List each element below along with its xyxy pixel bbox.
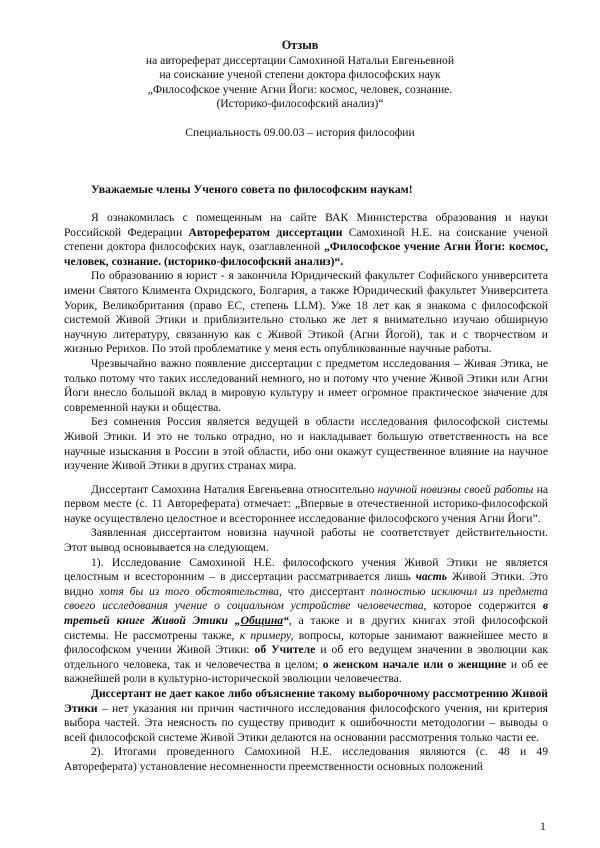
text-run: Самохиной Н.Е. на соискание ученой степени доктора философских наук, озаглавленной [64,225,548,254]
document-title: Отзыв [281,38,319,52]
bold-italic-run: в третьей книге Живой Этики „ [64,599,548,628]
specialty-line: Специальность 09.00.03 – история философии [185,126,415,139]
text-run: , что диссертант [278,584,371,598]
bold-run: об Учителе [254,643,316,657]
body-text [64,211,548,775]
text-run: Диссертант Самохина Наталия Евгеньевна относительно [91,482,378,496]
header-line-3: „Философское учение Агни Йоги: космос, человек, сознание. [147,82,453,96]
text-run: на первом месте (с. 11 Автореферата) отмечает: „Впервые в отечественной историко-философской науке осуществлено целостное и всестороннее исследование философского учения Агни Йоги”. [64,482,548,525]
paragraph-2: По образованию я юрист - я закончила Юридический факультет Софийского университета имени Святого Климента Охридского, Болгария, а также Юридический факультет Университета Уорик, Великобритания (право ЕС, степень LLM). Уже 18 лет как я знакома с философской системой Живой Этики и приблизительно столько же лет я внимательно изучаю обширную научную литературу, связанную как с Живой Этикой (Агни Йогой), так и с творчеством и жизнью Рерихов. По этой проблематике у меня есть опубликованные научные работы. [64,269,548,356]
text-run: 1). Исследование Самохиной Н.Е. философского учения Живой Этики не является целостным и всесторонним – в диссертации рассматривается лишь [64,555,548,584]
bold-run: Диссертант не дает какое либо объяснение такому выборочному рассмотрению Живой Этики [64,687,548,715]
salutation: Уважаемые члены Ученого совета по философским наукам! [91,182,413,196]
bold-italic-run: “ [283,614,289,628]
text-run: Живой Этики. Это видно [64,570,548,598]
bold-italic-run: часть [415,570,448,584]
italic-run: хотя бы из того обстоятельства [99,584,279,598]
bold-run: о женском начале или о женщине [322,657,507,671]
obshchina-book-title: Община [240,614,284,628]
document-header [0,38,600,112]
page-number: 1 [540,820,546,833]
bold-run: Авторефератом диссертации [188,225,343,239]
italic-run: полностью исключил из предмета своего исследования учение о социальном устройстве человечества [64,584,548,613]
paragraph-7 [64,556,548,687]
text-run: – нет указания ни причин частичного исследования философского учения, ни критерия выбора частей. Эта неясность по существу приводит к ошибочности методологии – выводы о всей философской системе Живой Этики делаются на основании рассмотрения только части ее. [64,701,548,744]
text-run: , а также и в других книгах этой философской системы. Не рассмотрены также, [64,614,548,642]
paragraph-3: Чрезвычайно важно появление диссертации с предметом исследования – Живая Этика, не только потому что таких исследований немного, но и потому что учение Живой Этики или Агни Йоги внесло большой вклад в мировую культуру и имеет огромное практическое значение для современной науки и общества. [64,356,548,414]
italic-run: научной новизны своей работы [377,482,534,496]
paragraph-5 [64,483,548,527]
text-run: Я ознакомилась с помещенным на сайте ВАК Министерства образования и науки Российской Федерации [64,211,548,239]
paragraph-8 [64,687,548,745]
header-line-4: (Историко-философский анализ)“ [216,97,384,111]
header-line-1: на автореферат диссертации Самохиной Натальи Евгеньевной [145,53,455,67]
text-run: и об его ведущем значении в эволюции как отдельного человека, так и человечества в целом; [64,643,548,671]
text-run: и об ее важнейшей роли в культурно-исторической эволюции человечества. [64,657,548,686]
dissertation-title-run: „Философское учение Агни Йоги: космос, человек, сознание. (историко-философский анализ) [64,240,548,268]
text-run: , которое содержится [423,599,543,613]
header-line-2: на соискание ученой степени доктора философских наук [159,68,441,82]
text-run: “. [334,254,344,268]
paragraph-4: Без сомнения Россия является ведущей в области исследования философской системы Живой Этики. И это не только отрадно, но и накладывает большую ответственность на все научные изыскания в России в этой области, ибо они окажут существенное влияние на научное изучение Живой Этики в других странах мира. [64,415,548,473]
italic-run: к примеру, [239,628,294,642]
paragraph-1 [64,211,548,269]
paragraph-9: 2). Итогами проведенного Самохиной Н.Е. исследования являются (с. 48 и 49 Автореферата) установление несомненности преемственности основных положений [64,745,548,773]
paragraph-6: Заявленная диссертантом новизна научной работы не соответствует действительности. Этот вывод основывается на следующем. [64,526,548,555]
text-run: вопросы, которые занимают важнейшее место в философском учении Живой Этики: [64,628,548,657]
